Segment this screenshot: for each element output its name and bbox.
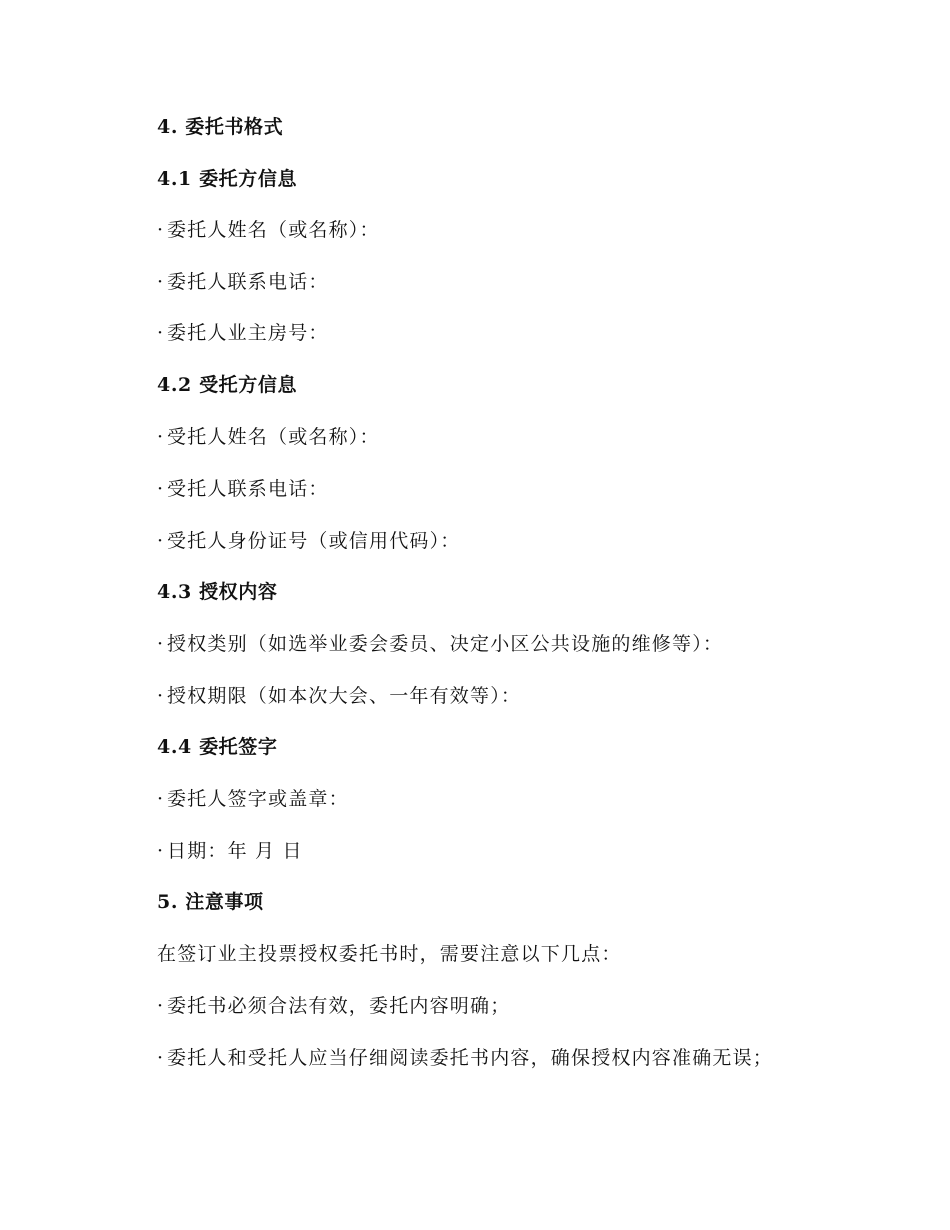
list-item-text: 受托人身份证号（或信用代码）：: [167, 530, 461, 552]
list-item-text: 委托人联系电话：: [167, 271, 329, 293]
section-5-intro: 在签订业主投票授权委托书时，需要注意以下几点：: [157, 943, 622, 965]
bullet: ·: [157, 271, 165, 293]
list-item-text: 委托人签字或盖章：: [167, 788, 349, 810]
list-item-text: 委托人业主房号：: [167, 322, 329, 344]
section-4-1-heading: 4.1 委托方信息: [157, 168, 298, 190]
bullet: ·: [157, 219, 165, 241]
section-4-2-heading: 4.2 受托方信息: [157, 374, 298, 396]
list-item-text: 日期：年 月 日: [167, 840, 303, 862]
list-item: [157, 631, 830, 657]
bullet: ·: [157, 478, 165, 500]
list-item: [157, 217, 830, 243]
list-item-text: 委托人和受托人应当仔细阅读委托书内容，确保授权内容准确无误；: [167, 1047, 774, 1069]
bullet: ·: [157, 685, 165, 707]
section-5-heading: 5. 注意事项: [157, 891, 264, 913]
list-item: [157, 320, 830, 346]
bullet: ·: [157, 426, 165, 448]
list-item-text: 受托人姓名（或名称）：: [167, 426, 380, 448]
list-item: [157, 269, 830, 295]
bullet: ·: [157, 322, 165, 344]
bullet: ·: [157, 1047, 165, 1069]
section-4-3-heading: 4.3 授权内容: [157, 581, 278, 603]
list-item: [157, 683, 830, 709]
list-item: [157, 476, 830, 502]
list-item-text: 委托书必须合法有效，委托内容明确；: [167, 995, 511, 1017]
bullet: ·: [157, 633, 165, 655]
list-item: [157, 1045, 830, 1071]
list-item-text: 受托人联系电话：: [167, 478, 329, 500]
list-item: [157, 786, 830, 812]
list-item-text: 授权期限（如本次大会、一年有效等）：: [167, 685, 522, 707]
bullet: ·: [157, 530, 165, 552]
section-4-4-heading: 4.4 委托签字: [157, 736, 278, 758]
bullet: ·: [157, 995, 165, 1017]
list-item: [157, 424, 830, 450]
list-item-text: 委托人姓名（或名称）：: [167, 219, 380, 241]
list-item: [157, 838, 830, 864]
list-item: [157, 993, 830, 1019]
bullet: ·: [157, 788, 165, 810]
list-item: [157, 528, 830, 554]
bullet: ·: [157, 840, 165, 862]
section-4-heading: 4. 委托书格式: [157, 116, 284, 138]
list-item-text: 授权类别（如选举业委会委员、决定小区公共设施的维修等）：: [167, 633, 724, 655]
